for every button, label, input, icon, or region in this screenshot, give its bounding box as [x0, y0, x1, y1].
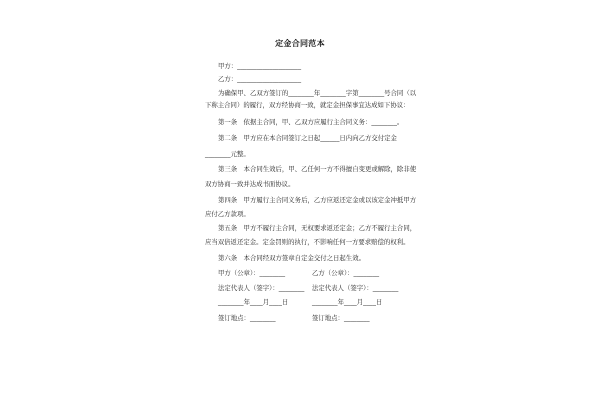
- article-3-line-2: 双方协商一致并达成书面协议。: [205, 180, 295, 188]
- intro-line-2: 下称主合同）的履行，双方经协商一致，就定金担保事宜达成如下协议：: [205, 101, 410, 109]
- party-a-place: 签订地点：________: [218, 314, 276, 322]
- article-2-line-1: 第二条 甲方应在本合同签订之日起______日内向乙方交付定金: [218, 134, 397, 142]
- party-b-seal: 乙方（公章）：________: [312, 269, 380, 277]
- party-a-representative: 法定代表人（签字）：________: [218, 284, 305, 292]
- article-6: 第六条 本合同经双方签章自定金交付之日起生效。: [218, 254, 365, 262]
- article-1: 第一条 依据主合同，甲、乙双方应履行主合同义务：________。: [218, 118, 404, 126]
- party-a-date: ________年____月____日: [218, 298, 289, 306]
- party-b-representative: 法定代表人（签字）：________: [312, 284, 399, 292]
- article-5-line-2: 应当双倍返还定金。定金罚则的执行，不影响任何一方要求赔偿的权利。: [205, 238, 410, 246]
- intro-line-1: 为确保甲、乙双方签订的________年________字第________号合同（以: [218, 89, 417, 97]
- party-a-line: 甲方：____________________: [218, 62, 302, 70]
- article-3-line-1: 第三条 本合同生效后，甲、乙任何一方不得擅自变更或解除，除非使: [218, 165, 417, 173]
- article-5-line-1: 第五条 甲方不履行主合同，无权要求返还定金；乙方不履行主合同，: [218, 224, 417, 232]
- party-b-line: 乙方：____________________: [218, 75, 302, 83]
- document-title: 定金合同范本: [275, 39, 325, 48]
- article-2-line-2: ________元整。: [205, 150, 250, 158]
- article-4-line-2: 应付乙方款项。: [205, 210, 250, 218]
- party-a-seal: 甲方（公章）：________: [218, 269, 286, 277]
- party-b-place: 签订地点：________: [312, 314, 370, 322]
- article-4-line-1: 第四条 甲方履行主合同义务后，乙方应返还定金或以该定金冲抵甲方: [218, 196, 417, 204]
- party-b-date: ________年____月____日: [312, 298, 383, 306]
